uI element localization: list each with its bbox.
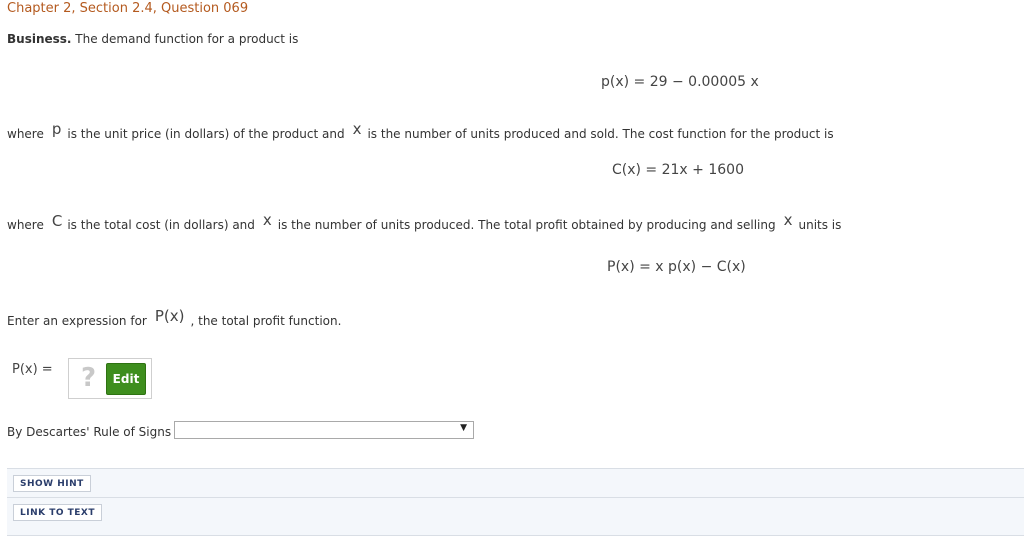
instruction-line [7,307,342,329]
line3-before: Enter an expression for [7,314,147,328]
intro-text: The demand function for a product is [71,32,299,46]
chevron-down-icon: ▼ [460,423,467,433]
link-to-text-button[interactable]: LINK TO TEXT [13,504,102,521]
descartes-label: By Descartes' Rule of Signs [7,425,172,439]
var-x: x [352,120,362,138]
answer-label: P(x) = [12,362,53,377]
var-x: x [262,211,272,229]
line2-mid: is the total cost (in dollars) and [67,218,255,232]
answer-box[interactable] [68,358,152,399]
intro-bold: Business. [7,32,72,46]
line1-before: where [7,127,44,141]
link-panel [7,498,1024,536]
cost-equation: C(x) = 21x + 1600 [612,162,744,178]
line2-before: where [7,218,44,232]
var-profit: P(x) [154,307,185,325]
descartes-select[interactable] [174,421,474,439]
question-title: Chapter 2, Section 2.4, Question 069 [7,1,249,16]
var-x: x [783,211,793,229]
line2-end: units is [798,218,842,232]
question-mark-icon: ? [81,363,97,393]
profit-equation: P(x) = x p(x) − C(x) [607,259,746,275]
line1-after: is the number of units produced and sold. The cost function for the product is [367,127,834,141]
var-p: p [51,120,62,138]
edit-button[interactable]: Edit [106,363,146,395]
description-line-2 [7,211,842,233]
show-hint-button[interactable]: SHOW HINT [13,475,91,492]
question-intro [7,32,298,46]
line2-after: is the number of units produced. The total profit obtained by producing and selling [277,218,776,232]
hint-panel [7,468,1024,498]
line1-mid: is the unit price (in dollars) of the product and [67,127,345,141]
demand-equation: p(x) = 29 − 0.00005 x [601,74,759,90]
var-c: C [51,212,63,230]
line3-after: , the total profit function. [190,314,342,328]
description-line-1 [7,120,834,142]
